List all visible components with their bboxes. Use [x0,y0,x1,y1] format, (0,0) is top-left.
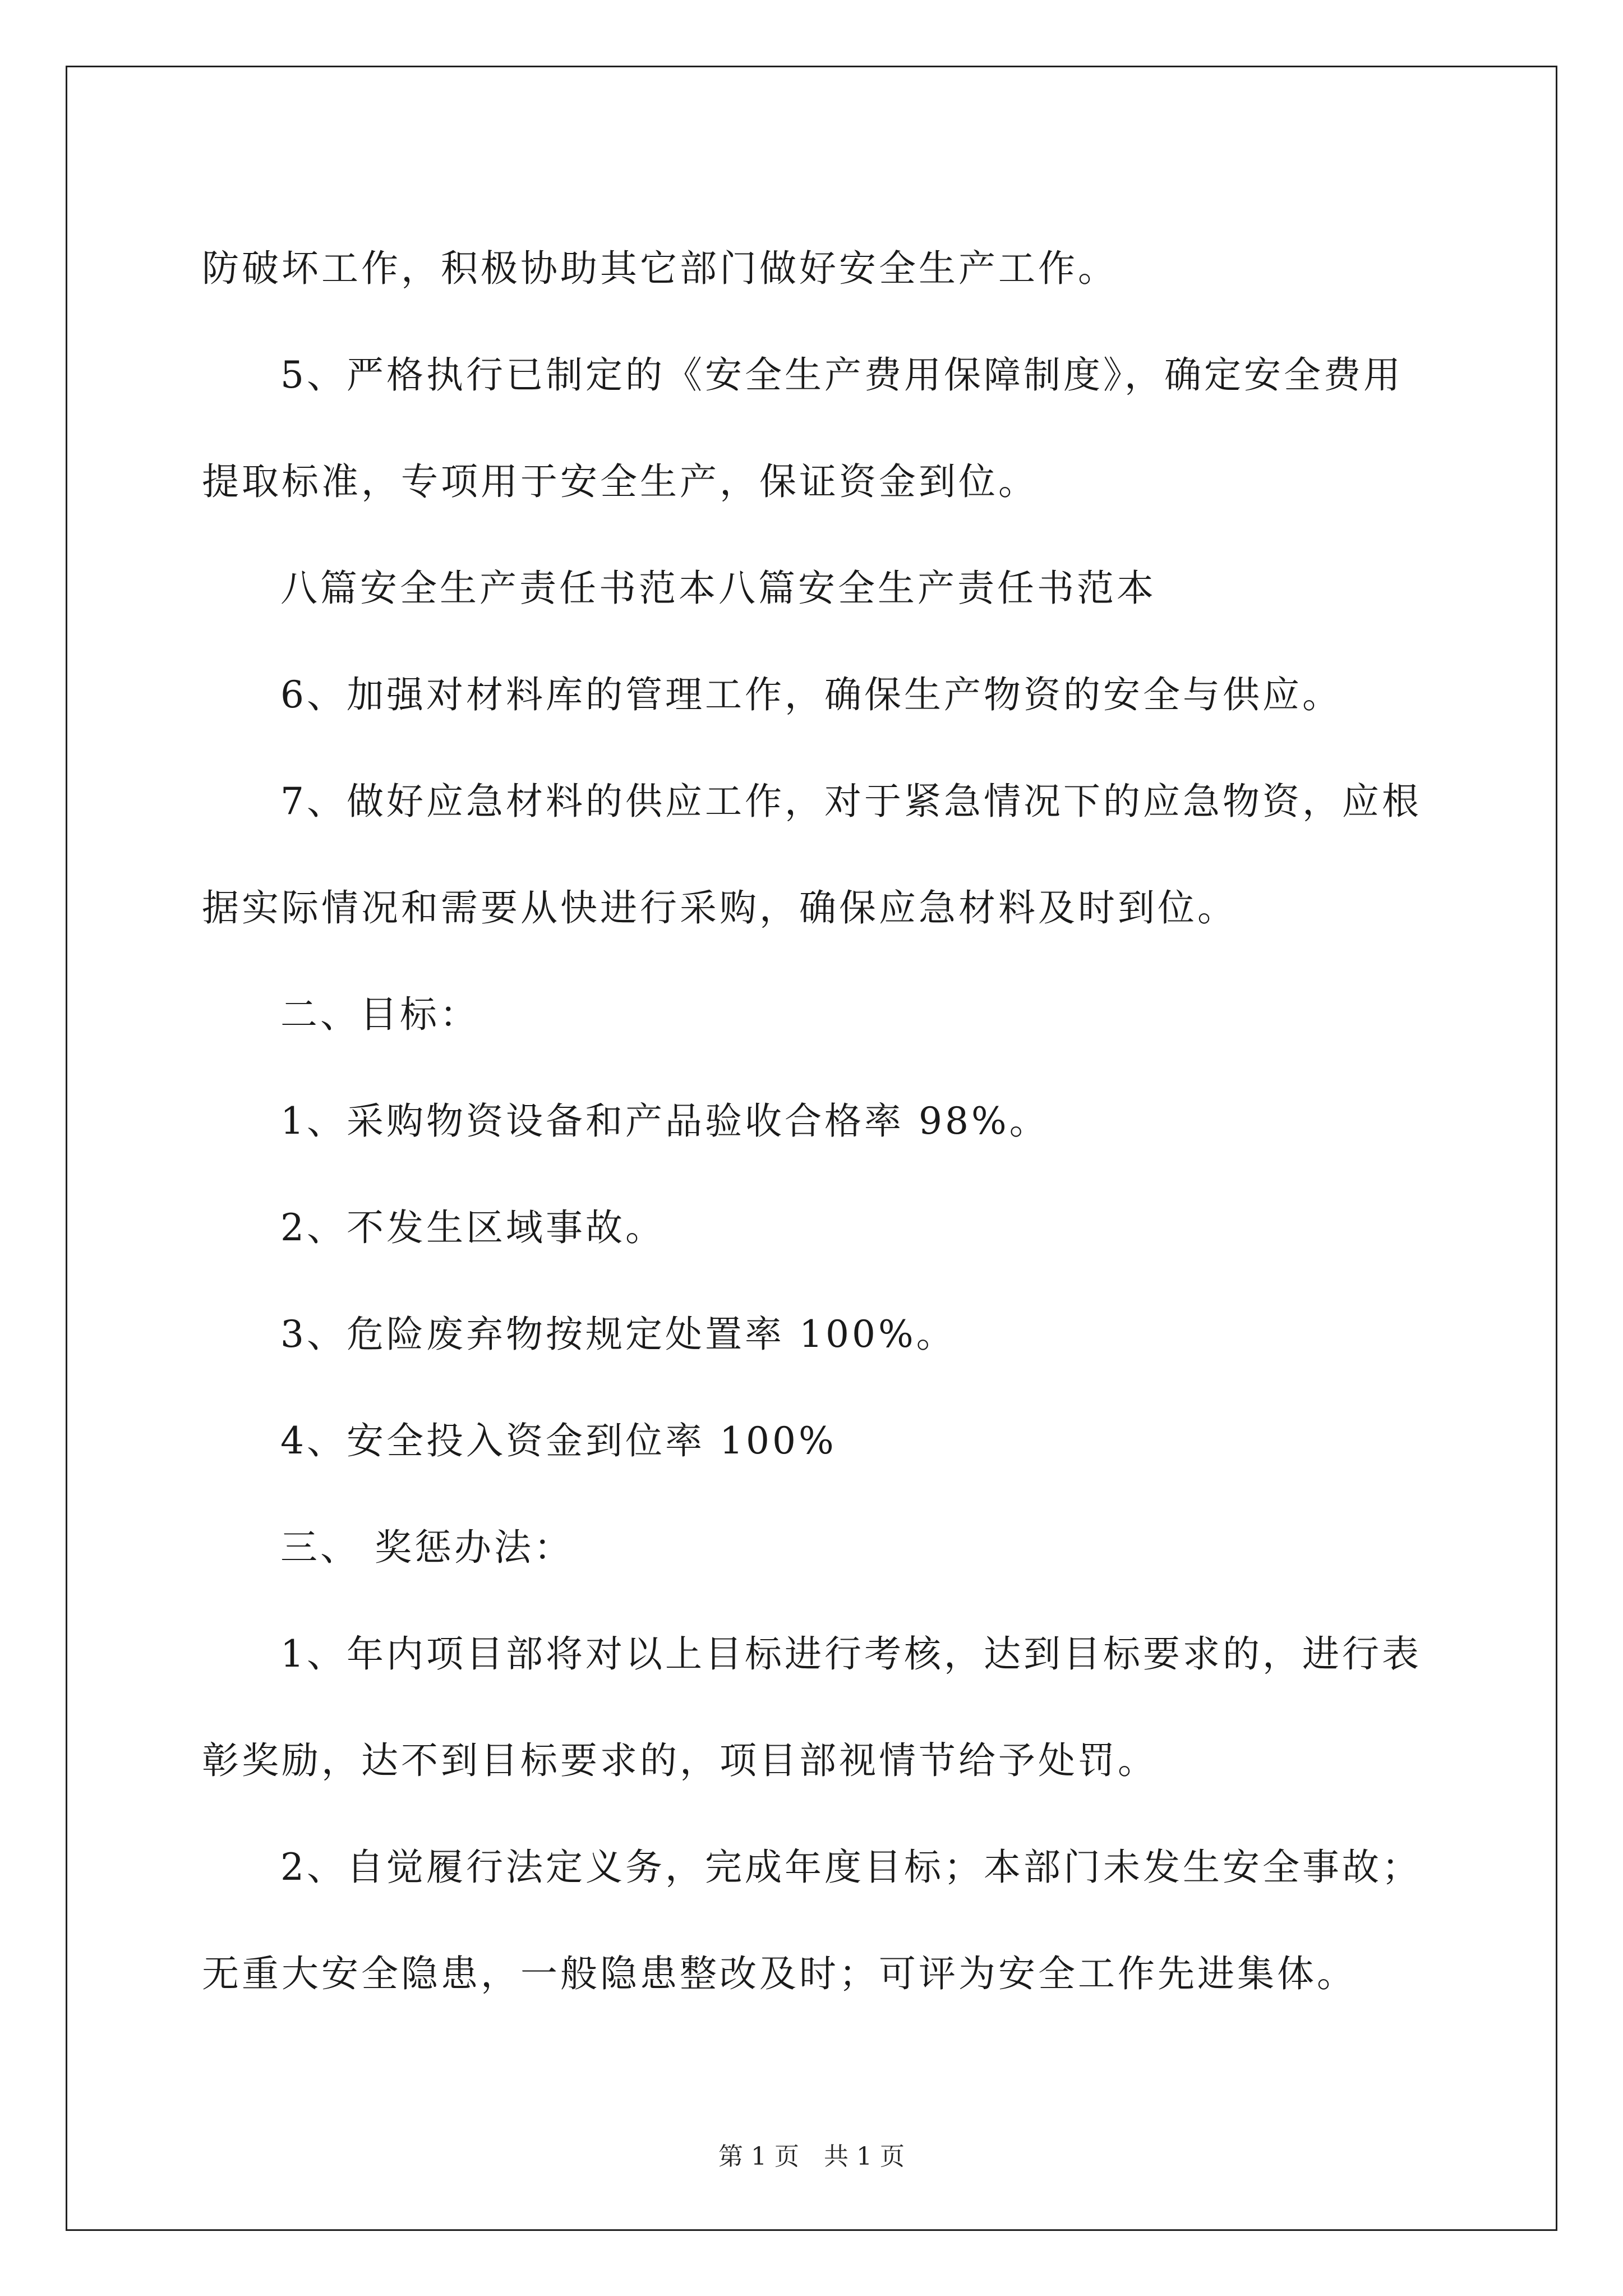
text-line: 三、 奖惩办法： [280,1526,574,1569]
text-line: 2、自觉履行法定义务，完成年度目标；本部门未发生安全事故； [280,1846,1422,1889]
text-line: 3、危险废弃物按规定处置率 100%。 [280,1313,956,1356]
text-line: 防破坏工作，积极协助其它部门做好安全生产工作。 [202,247,1118,290]
text-line: 5、严格执行已制定的《安全生产费用保障制度》，确定安全费用 [280,353,1403,397]
text-line: 7、做好应急材料的供应工作，对于紧急情况下的应急物资，应根 [280,780,1422,823]
text-line: 二、目标： [280,993,479,1036]
text-line: 无重大安全隐患，一般隐患整改及时；可评为安全工作先进集体。 [202,1952,1357,1995]
page-frame [66,66,1557,2231]
text-line: 4、安全投入资金到位率 100% [280,1419,837,1462]
text-line: 2、不发生区域事故。 [280,1206,665,1249]
text-line: 彰奖励，达不到目标要求的，项目部视情节给予处罚。 [202,1739,1158,1782]
text-line: 据实际情况和需要从快进行采购，确保应急材料及时到位。 [202,886,1237,930]
text-line: 1、年内项目部将对以上目标进行考核，达到目标要求的，进行表 [280,1632,1422,1676]
text-line: 1、采购物资设备和产品验收合格率 98%。 [280,1099,1049,1143]
text-line: 6、加强对材料库的管理工作，确保生产物资的安全与供应。 [280,673,1342,716]
text-line: 八篇安全生产责任书范本八篇安全生产责任书范本 [280,567,1156,610]
text-line: 提取标准，专项用于安全生产，保证资金到位。 [202,460,1038,503]
page-footer: 第 1 页 共 1 页 [718,2142,905,2171]
